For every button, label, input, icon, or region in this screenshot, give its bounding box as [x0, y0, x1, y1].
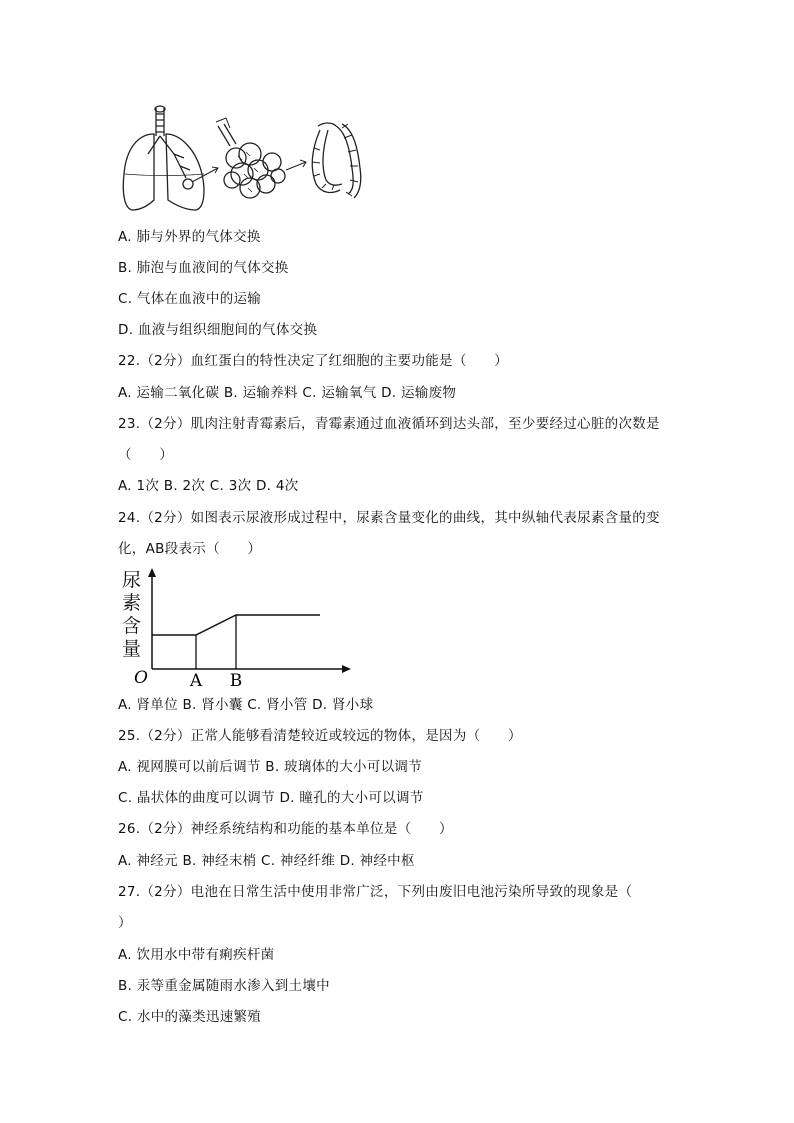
left-lung-icon	[123, 134, 154, 210]
q25-stem: 25.（2分）正常人能够看清楚较近或较远的物体，是因为（ ）	[118, 728, 522, 744]
right-lung-icon	[166, 134, 204, 210]
q24-stem-line-1: 24.（2分）如图表示尿液形成过程中，尿素含量变化的曲线，其中纵轴代表尿素含量的变	[118, 510, 660, 526]
q27-stem-line-2: ）	[118, 915, 132, 931]
alveoli-cluster-icon	[224, 143, 285, 198]
origin-label: O	[134, 668, 148, 688]
q27-stem-line-1: 27.（2分）电池在日常生活中使用非常广泛，下列由废旧电池污染所导致的现象是（	[118, 884, 633, 900]
q22-stem: 22.（2分）血红蛋白的特性决定了红细胞的主要功能是（ ）	[118, 353, 509, 369]
ylabel-char: 含	[122, 615, 142, 637]
q24-options: A. 肾单位 B. 肾小囊 C. 肾小管 D. 肾小球	[118, 697, 374, 713]
x-label-b: B	[229, 671, 243, 691]
q23-stem-line-2: （ ）	[118, 447, 174, 463]
q27-option-c: C. 水中的藻类迅速繁殖	[118, 1009, 262, 1025]
q21-option-d: D. 血液与组织细胞间的气体交换	[118, 322, 318, 338]
q27-option-a: A. 饮用水中带有痢疾杆菌	[118, 947, 275, 963]
lung-alveoli-figure	[118, 104, 363, 214]
x-label-a: A	[189, 671, 203, 691]
q22-options: A. 运输二氧化碳 B. 运输养料 C. 运输氧气 D. 运输废物	[118, 385, 457, 401]
q27-option-b: B. 汞等重金属随雨水渗入到土壤中	[118, 978, 330, 994]
y-axis-label	[122, 569, 141, 660]
q24-stem-line-2: 化，AB段表示（ ）	[118, 541, 262, 557]
bronchiole-icon	[218, 124, 236, 146]
q23-stem-line-1: 23.（2分）肌肉注射青霉素后，青霉素通过血液循环到达头部，至少要经过心脏的次数是	[118, 416, 660, 432]
q23-options: A. 1次 B. 2次 C. 3次 D. 4次	[118, 478, 299, 494]
q25-options-line-2: C. 晶状体的曲度可以调节 D. 瞳孔的大小可以调节	[118, 790, 424, 806]
q21-option-b: B. 肺泡与血液间的气体交换	[118, 260, 289, 276]
q26-options: A. 神经元 B. 神经末梢 C. 神经纤维 D. 神经中枢	[118, 853, 415, 869]
ylabel-char: 量	[122, 638, 142, 660]
ylabel-char: 素	[122, 592, 142, 614]
ylabel-char: 尿	[122, 569, 142, 591]
q21-option-a: A. 肺与外界的气体交换	[118, 229, 261, 245]
q21-option-c: C. 气体在血液中的运输	[118, 291, 262, 307]
y-axis-arrow	[148, 568, 156, 577]
x-axis-arrow	[342, 665, 351, 673]
q26-stem: 26.（2分）神经系统结构和功能的基本单位是（ ）	[118, 821, 453, 837]
alveolus-capillary-icon	[312, 123, 361, 198]
urea-content-chart	[118, 565, 353, 693]
q25-options-line-1: A. 视网膜可以前后调节 B. 玻璃体的大小可以调节	[118, 759, 423, 775]
